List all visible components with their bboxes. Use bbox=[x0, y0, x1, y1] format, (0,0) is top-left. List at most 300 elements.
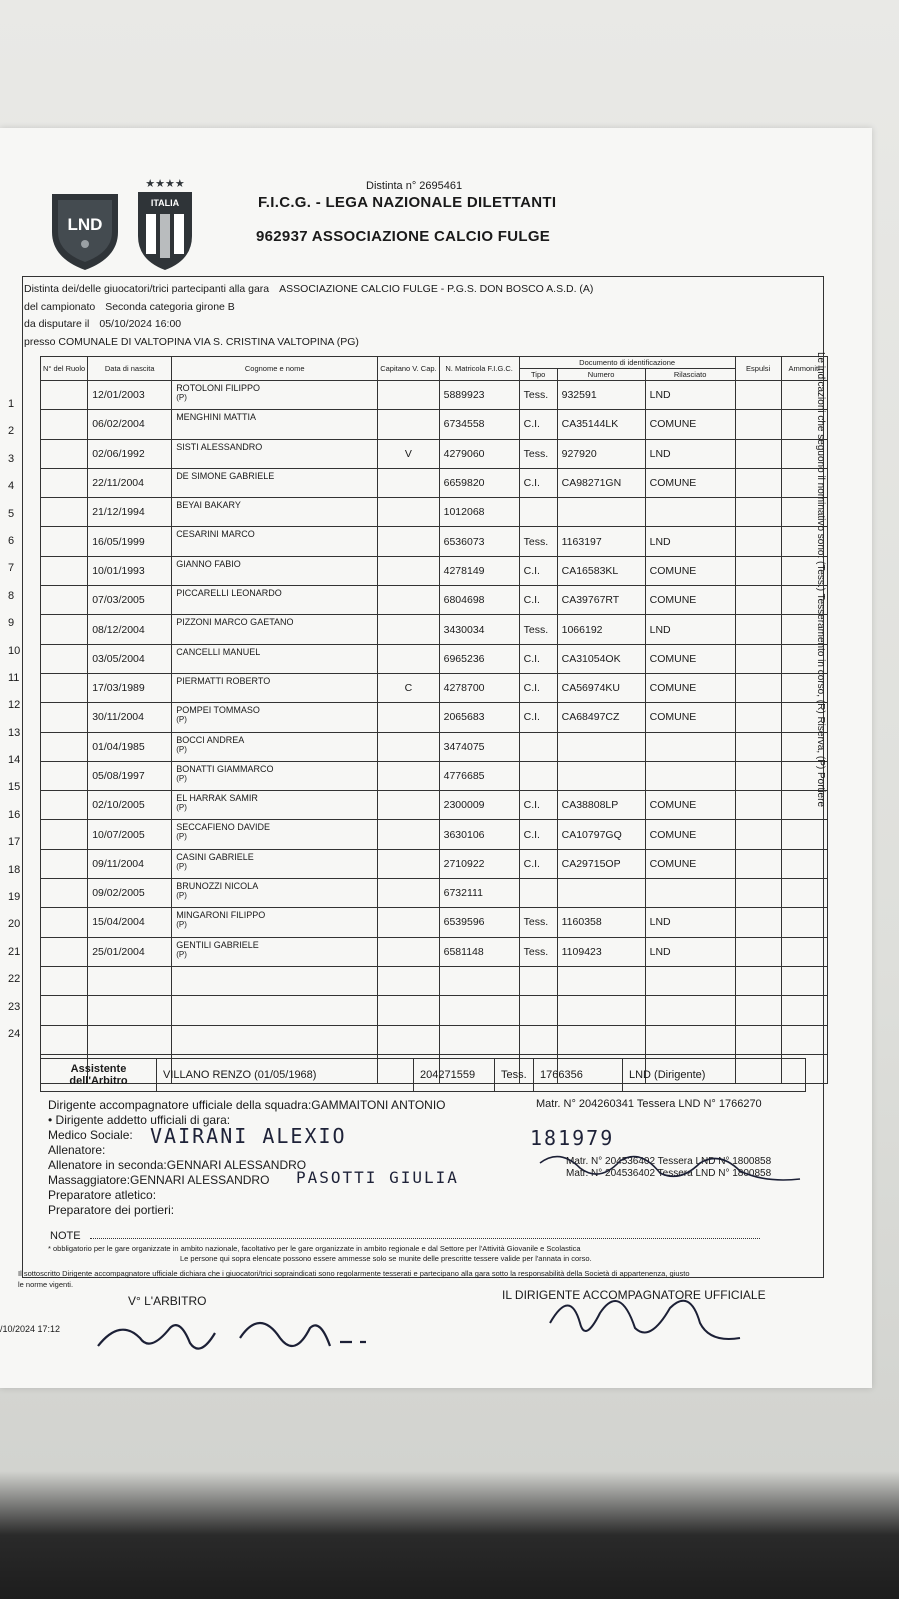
cell-name bbox=[172, 644, 378, 673]
cell-date: 09/02/2005 bbox=[88, 879, 172, 908]
cell-tipo: Tess. bbox=[519, 439, 557, 468]
cell-rilasciato: LND bbox=[645, 381, 735, 410]
row-number: 20 bbox=[8, 918, 21, 931]
cell-espulsi bbox=[735, 410, 781, 439]
cell-rilasciato: LND bbox=[645, 439, 735, 468]
cell-numero: 1066192 bbox=[557, 615, 645, 644]
cell-matricola: 4279060 bbox=[439, 439, 519, 468]
cell-tipo bbox=[519, 1025, 557, 1054]
table-row bbox=[41, 615, 828, 644]
assistant-name: VILLANO RENZO (01/05/1968) bbox=[157, 1059, 414, 1092]
cell-matricola bbox=[439, 966, 519, 995]
cell-rilasciato bbox=[645, 732, 735, 761]
assistant-tipo: Tess. bbox=[495, 1059, 534, 1092]
goalkeeper-tag: (P) bbox=[176, 715, 187, 725]
cell-tipo: C.I. bbox=[519, 849, 557, 878]
player-name: PIERMATTI ROBERTO bbox=[176, 675, 271, 686]
handwritten-number: 181979 bbox=[530, 1126, 615, 1150]
cell-espulsi bbox=[735, 527, 781, 556]
cell-numero bbox=[557, 498, 645, 527]
cell-numero: CA39767RT bbox=[557, 586, 645, 615]
table-row bbox=[41, 644, 828, 673]
cell-name bbox=[172, 468, 378, 497]
cell-captain bbox=[378, 527, 439, 556]
medico-line: Medico Sociale: bbox=[48, 1128, 133, 1142]
dirigente-label: IL DIRIGENTE ACCOMPAGNATORE UFFICIALE bbox=[502, 1288, 766, 1302]
cell-espulsi bbox=[735, 732, 781, 761]
row-number: 19 bbox=[8, 891, 21, 904]
col-nascita: Data di nascita bbox=[88, 357, 172, 381]
cell-ruolo bbox=[41, 498, 88, 527]
obbligatorio-note: * obbligatorio per le gare organizzate in ambito nazionale, facoltativo per le gare organizzate in ambito regionale e dal Settore per l'Attività Giovanile e Scolastica bbox=[48, 1244, 581, 1253]
cell-ammoniti bbox=[781, 1025, 827, 1054]
row-number: 3 bbox=[8, 452, 15, 465]
cell-rilasciato: COMUNE bbox=[645, 849, 735, 878]
cell-ruolo bbox=[41, 966, 88, 995]
cell-ruolo bbox=[41, 615, 88, 644]
cell-numero: CA56974KU bbox=[557, 673, 645, 702]
cell-rilasciato bbox=[645, 966, 735, 995]
cell-name bbox=[172, 996, 378, 1025]
col-nome: Cognome e nome bbox=[172, 357, 378, 381]
row-number: 22 bbox=[8, 973, 21, 986]
cell-tipo: C.I. bbox=[519, 820, 557, 849]
cell-date: 06/02/2004 bbox=[88, 410, 172, 439]
goalkeeper-tag: (P) bbox=[176, 891, 187, 901]
goalkeeper-tag: (P) bbox=[176, 861, 187, 871]
player-name: BRUNOZZI NICOLA bbox=[176, 881, 259, 892]
cell-name bbox=[172, 381, 378, 410]
cell-espulsi bbox=[735, 673, 781, 702]
persone-note: Le persone qui sopra elencate possono essere ammesse solo se munite delle prescritte tessere valide per l'annata in corso. bbox=[180, 1254, 592, 1263]
cell-captain bbox=[378, 966, 439, 995]
legend-vertical: Le indicazioni che seguono il nominativo sono: (Tess.) Tesseramento in corso, (R) Riserva, (P) Portiere bbox=[815, 352, 826, 808]
cell-ruolo bbox=[41, 586, 88, 615]
cell-matricola: 6659820 bbox=[439, 468, 519, 497]
cell-rilasciato: COMUNE bbox=[645, 586, 735, 615]
cell-rilasciato bbox=[645, 498, 735, 527]
cell-date: 02/06/1992 bbox=[88, 439, 172, 468]
cell-captain: C bbox=[378, 673, 439, 702]
player-name: BOCCI ANDREA bbox=[176, 734, 245, 745]
player-name: GIANNO FABIO bbox=[176, 558, 241, 569]
cell-numero: CA10797GQ bbox=[557, 820, 645, 849]
col-capitano: Capitano V. Cap. bbox=[378, 357, 439, 381]
cell-name bbox=[172, 586, 378, 615]
player-name: EL HARRAK SAMIR bbox=[176, 793, 258, 804]
goalkeeper-tag: (P) bbox=[176, 920, 187, 930]
cell-ruolo bbox=[41, 381, 88, 410]
player-name: SECCAFIENO DAVIDE bbox=[176, 822, 271, 833]
cell-date: 15/04/2004 bbox=[88, 908, 172, 937]
cell-date: 25/01/2004 bbox=[88, 937, 172, 966]
player-name: DE SIMONE GABRIELE bbox=[176, 470, 275, 481]
table-row bbox=[41, 439, 828, 468]
cell-tipo bbox=[519, 879, 557, 908]
row-number: 8 bbox=[8, 589, 15, 602]
italia-logo-text: ITALIA bbox=[150, 198, 180, 208]
cell-name bbox=[172, 703, 378, 732]
cell-matricola: 6581148 bbox=[439, 937, 519, 966]
row-numbers bbox=[8, 391, 20, 1048]
cell-ruolo bbox=[41, 732, 88, 761]
cell-numero: 1163197 bbox=[557, 527, 645, 556]
table-row bbox=[41, 586, 828, 615]
match-label: Distinta dei/delle giuocatori/trici partecipanti alla gara bbox=[24, 283, 270, 295]
cell-date: 05/08/1997 bbox=[88, 761, 172, 790]
row-number: 12 bbox=[8, 699, 21, 712]
cell-date: 09/11/2004 bbox=[88, 849, 172, 878]
cell-name bbox=[172, 498, 378, 527]
player-name: PIZZONI MARCO GAETANO bbox=[176, 617, 294, 628]
date-label: da disputare il bbox=[24, 318, 90, 330]
cell-numero bbox=[557, 996, 645, 1025]
table-row bbox=[41, 673, 828, 702]
cell-numero: 927920 bbox=[557, 439, 645, 468]
timestamp: /10/2024 17:12 bbox=[0, 1324, 61, 1334]
row-number: 14 bbox=[8, 754, 21, 767]
cell-tipo: Tess. bbox=[519, 908, 557, 937]
cell-espulsi bbox=[735, 615, 781, 644]
cell-espulsi bbox=[735, 1025, 781, 1054]
cell-ruolo bbox=[41, 820, 88, 849]
handwritten-allenatore: VAIRANI ALEXIO bbox=[150, 1124, 347, 1148]
table-row bbox=[41, 908, 828, 937]
cell-matricola: 3630106 bbox=[439, 820, 519, 849]
cell-ruolo bbox=[41, 937, 88, 966]
cell-numero bbox=[557, 761, 645, 790]
cell-rilasciato: COMUNE bbox=[645, 791, 735, 820]
cell-matricola: 4278700 bbox=[439, 673, 519, 702]
cell-espulsi bbox=[735, 849, 781, 878]
player-name: CASINI GABRIELE bbox=[176, 851, 254, 862]
row-number: 11 bbox=[8, 671, 20, 684]
cell-name bbox=[172, 849, 378, 878]
table-row bbox=[41, 468, 828, 497]
cell-tipo: C.I. bbox=[519, 644, 557, 673]
assistant-label: Assistente dell'Arbitro bbox=[41, 1059, 157, 1092]
cell-matricola: 3474075 bbox=[439, 732, 519, 761]
venue: presso COMUNALE DI VALTOPINA VIA S. CRISTINA VALTOPINA (PG) bbox=[24, 335, 359, 348]
note-line bbox=[90, 1238, 760, 1239]
matricola-allenatore-seconda: Matr. N° 204536402 Tessera LND N° 1800858 bbox=[566, 1156, 772, 1167]
cell-captain bbox=[378, 586, 439, 615]
cell-matricola: 1012068 bbox=[439, 498, 519, 527]
cell-numero: CA31054OK bbox=[557, 644, 645, 673]
player-name: BEYAI BAKARY bbox=[176, 500, 241, 511]
norme-note: le norme vigenti. bbox=[18, 1280, 74, 1289]
cell-tipo bbox=[519, 996, 557, 1025]
cell-name bbox=[172, 966, 378, 995]
cell-tipo: Tess. bbox=[519, 615, 557, 644]
cell-name bbox=[172, 556, 378, 585]
cell-tipo: C.I. bbox=[519, 586, 557, 615]
cell-espulsi bbox=[735, 879, 781, 908]
cell-tipo: C.I. bbox=[519, 410, 557, 439]
col-rilasciato: Rilasciato bbox=[645, 369, 735, 381]
table-row bbox=[41, 820, 828, 849]
cell-espulsi bbox=[735, 908, 781, 937]
cell-matricola: 5889923 bbox=[439, 381, 519, 410]
goalkeeper-tag: (P) bbox=[176, 803, 187, 813]
cell-tipo bbox=[519, 761, 557, 790]
cell-ammoniti bbox=[781, 937, 827, 966]
cell-rilasciato: COMUNE bbox=[645, 673, 735, 702]
row-number: 13 bbox=[8, 726, 21, 739]
cell-matricola: 6539596 bbox=[439, 908, 519, 937]
cell-ruolo bbox=[41, 468, 88, 497]
cell-ruolo bbox=[41, 439, 88, 468]
cell-ruolo bbox=[41, 849, 88, 878]
cell-matricola bbox=[439, 996, 519, 1025]
cell-captain bbox=[378, 498, 439, 527]
cell-tipo: C.I. bbox=[519, 468, 557, 497]
cell-captain bbox=[378, 849, 439, 878]
cell-ammoniti bbox=[781, 879, 827, 908]
cell-name bbox=[172, 879, 378, 908]
assistant-matricola: 204271559 bbox=[414, 1059, 495, 1092]
matricola-dirigente: Matr. N° 204260341 Tessera LND N° 1766270 bbox=[536, 1098, 762, 1110]
club-title: 962937 ASSOCIAZIONE CALCIO FULGE bbox=[256, 228, 551, 245]
cell-rilasciato: COMUNE bbox=[645, 468, 735, 497]
cell-date: 08/12/2004 bbox=[88, 615, 172, 644]
cell-ammoniti bbox=[781, 996, 827, 1025]
row-number: 16 bbox=[8, 808, 21, 821]
goalkeeper-tag: (P) bbox=[176, 744, 187, 754]
cell-name bbox=[172, 527, 378, 556]
cell-date bbox=[88, 966, 172, 995]
cell-date: 01/04/1985 bbox=[88, 732, 172, 761]
scribble-signature bbox=[520, 1143, 810, 1188]
cell-matricola: 2710922 bbox=[439, 849, 519, 878]
cell-name bbox=[172, 439, 378, 468]
dirigente-line: Dirigente accompagnatore ufficiale della squadra:GAMMAITONI ANTONIO bbox=[48, 1098, 446, 1112]
cell-numero: CA68497CZ bbox=[557, 703, 645, 732]
cell-matricola: 6804698 bbox=[439, 586, 519, 615]
col-matricola: N. Matricola F.I.G.C. bbox=[439, 357, 519, 381]
preparatore-portieri-line: Preparatore dei portieri: bbox=[48, 1203, 175, 1217]
cell-numero bbox=[557, 1025, 645, 1054]
cell-name bbox=[172, 937, 378, 966]
cell-captain bbox=[378, 644, 439, 673]
row-number: 23 bbox=[8, 1000, 21, 1013]
preparatore-atletico-line: Preparatore atletico: bbox=[48, 1188, 157, 1202]
player-name: CESARINI MARCO bbox=[176, 529, 255, 540]
cell-ruolo bbox=[41, 879, 88, 908]
cell-ruolo bbox=[41, 996, 88, 1025]
cell-name bbox=[172, 820, 378, 849]
row-number: 10 bbox=[8, 644, 21, 657]
table-row bbox=[41, 1025, 828, 1054]
allenatore-line: Allenatore: bbox=[48, 1143, 106, 1157]
cell-name bbox=[172, 732, 378, 761]
cell-rilasciato: COMUNE bbox=[645, 703, 735, 732]
match-sheet bbox=[0, 128, 872, 1388]
cell-captain bbox=[378, 1025, 439, 1054]
table-row bbox=[41, 996, 828, 1025]
cell-ammoniti bbox=[781, 908, 827, 937]
table-row bbox=[41, 410, 828, 439]
goalkeeper-tag: (P) bbox=[176, 393, 187, 402]
cell-espulsi bbox=[735, 439, 781, 468]
cell-name bbox=[172, 791, 378, 820]
svg-text:★★★★: ★★★★ bbox=[145, 178, 185, 190]
row-number: 4 bbox=[8, 480, 15, 493]
handwritten-massaggiatore: PASOTTI GIULIA bbox=[296, 1168, 459, 1187]
cell-name bbox=[172, 908, 378, 937]
cell-tipo: Tess. bbox=[519, 381, 557, 410]
dirigente-signature bbox=[540, 1283, 760, 1353]
row-number: 9 bbox=[8, 617, 15, 630]
cell-name bbox=[172, 615, 378, 644]
cell-captain bbox=[378, 791, 439, 820]
cell-numero: CA16583KL bbox=[557, 556, 645, 585]
cell-espulsi bbox=[735, 966, 781, 995]
row-number: 17 bbox=[8, 836, 21, 849]
cell-captain bbox=[378, 879, 439, 908]
cell-name bbox=[172, 761, 378, 790]
cell-espulsi bbox=[735, 937, 781, 966]
cell-ruolo bbox=[41, 673, 88, 702]
cell-numero bbox=[557, 966, 645, 995]
row-number: 21 bbox=[8, 945, 21, 958]
cell-ruolo bbox=[41, 1025, 88, 1054]
table-row bbox=[41, 761, 828, 790]
player-name: MENGHINI MATTIA bbox=[176, 412, 257, 423]
cell-date bbox=[88, 996, 172, 1025]
cell-rilasciato: COMUNE bbox=[645, 644, 735, 673]
cell-espulsi bbox=[735, 586, 781, 615]
cell-name bbox=[172, 673, 378, 702]
cell-rilasciato bbox=[645, 879, 735, 908]
cell-tipo: C.I. bbox=[519, 673, 557, 702]
row-number: 24 bbox=[8, 1027, 21, 1040]
cell-ruolo bbox=[41, 410, 88, 439]
row-number: 7 bbox=[8, 562, 15, 575]
col-ammoniti: Ammoniti bbox=[781, 357, 827, 381]
cell-ruolo bbox=[41, 791, 88, 820]
player-name: GENTILI GABRIELE bbox=[176, 939, 259, 950]
cell-tipo: Tess. bbox=[519, 937, 557, 966]
cell-date: 12/01/2003 bbox=[88, 381, 172, 410]
table-row bbox=[41, 527, 828, 556]
player-name: CANCELLI MANUEL bbox=[176, 646, 261, 657]
col-ruolo: N° del Ruolo bbox=[41, 357, 88, 381]
cell-rilasciato: COMUNE bbox=[645, 410, 735, 439]
cell-tipo bbox=[519, 732, 557, 761]
championship-value: Seconda categoria girone B bbox=[105, 300, 235, 313]
cell-tipo: C.I. bbox=[519, 791, 557, 820]
cell-captain bbox=[378, 732, 439, 761]
cell-name bbox=[172, 410, 378, 439]
cell-numero: CA29715OP bbox=[557, 849, 645, 878]
championship-label: del campionato bbox=[24, 300, 96, 313]
cell-matricola: 3430034 bbox=[439, 615, 519, 644]
row-number: 2 bbox=[8, 425, 15, 438]
cell-date bbox=[88, 1025, 172, 1054]
goalkeeper-tag: (P) bbox=[176, 949, 187, 959]
player-name: BONATTI GIAMMARCO bbox=[176, 763, 274, 774]
cell-tipo: C.I. bbox=[519, 556, 557, 585]
cell-espulsi bbox=[735, 644, 781, 673]
cell-ruolo bbox=[41, 556, 88, 585]
cell-date: 16/05/1999 bbox=[88, 527, 172, 556]
cell-captain bbox=[378, 468, 439, 497]
staff-list bbox=[48, 1098, 446, 1218]
arbitro-label: V° L'ARBITRO bbox=[128, 1294, 207, 1308]
allenatore-seconda-line: Allenatore in seconda:GENNARI ALESSANDRO bbox=[48, 1158, 307, 1172]
table-row bbox=[41, 556, 828, 585]
table-row bbox=[41, 966, 828, 995]
note-label: NOTE bbox=[50, 1230, 81, 1242]
cell-espulsi bbox=[735, 381, 781, 410]
cell-numero: 1109423 bbox=[557, 937, 645, 966]
cell-date: 17/03/1989 bbox=[88, 673, 172, 702]
addetto-line: • Dirigente addetto ufficiali di gara: bbox=[48, 1113, 231, 1127]
cell-espulsi bbox=[735, 761, 781, 790]
match-info bbox=[24, 281, 593, 351]
cell-date: 30/11/2004 bbox=[88, 703, 172, 732]
cell-numero: 1160358 bbox=[557, 908, 645, 937]
row-number: 1 bbox=[8, 398, 15, 410]
col-espulsi: Espulsi bbox=[735, 357, 781, 381]
cell-matricola: 2300009 bbox=[439, 791, 519, 820]
cell-rilasciato: LND bbox=[645, 527, 735, 556]
cell-espulsi bbox=[735, 703, 781, 732]
col-tipo: Tipo bbox=[519, 369, 557, 381]
cell-espulsi bbox=[735, 468, 781, 497]
cell-numero: CA38808LP bbox=[557, 791, 645, 820]
cell-ruolo bbox=[41, 703, 88, 732]
cell-espulsi bbox=[735, 791, 781, 820]
player-name: POMPEI TOMMASO bbox=[176, 705, 260, 716]
cell-espulsi bbox=[735, 820, 781, 849]
cell-captain bbox=[378, 410, 439, 439]
cell-tipo bbox=[519, 498, 557, 527]
player-name: ROTOLONI FILIPPO bbox=[176, 383, 261, 393]
cell-name bbox=[172, 1025, 378, 1054]
cell-ruolo bbox=[41, 761, 88, 790]
row-number: 18 bbox=[8, 863, 21, 876]
player-name: MINGARONI FILIPPO bbox=[176, 910, 266, 921]
cell-date: 21/12/1994 bbox=[88, 498, 172, 527]
cell-captain bbox=[378, 761, 439, 790]
cell-matricola: 6965236 bbox=[439, 644, 519, 673]
cell-tipo bbox=[519, 966, 557, 995]
cell-matricola: 4278149 bbox=[439, 556, 519, 585]
cell-date: 22/11/2004 bbox=[88, 468, 172, 497]
row-number: 15 bbox=[8, 781, 21, 794]
players-table bbox=[40, 356, 828, 1084]
italia-federation-logo bbox=[134, 176, 196, 272]
row-number: 6 bbox=[8, 534, 15, 547]
organization-title: F.I.C.G. - LEGA NAZIONALE DILETTANTI bbox=[258, 194, 557, 211]
col-numero: Numero bbox=[557, 369, 645, 381]
cell-numero bbox=[557, 732, 645, 761]
cell-matricola: 4776685 bbox=[439, 761, 519, 790]
cell-espulsi bbox=[735, 996, 781, 1025]
cell-espulsi bbox=[735, 498, 781, 527]
cell-captain bbox=[378, 908, 439, 937]
cell-rilasciato: COMUNE bbox=[645, 820, 735, 849]
cell-captain bbox=[378, 996, 439, 1025]
lnd-logo-text: LND bbox=[67, 215, 103, 234]
table-row bbox=[41, 937, 828, 966]
cell-ruolo bbox=[41, 527, 88, 556]
cell-ruolo bbox=[41, 908, 88, 937]
cell-date: 07/03/2005 bbox=[88, 586, 172, 615]
cell-captain bbox=[378, 381, 439, 410]
